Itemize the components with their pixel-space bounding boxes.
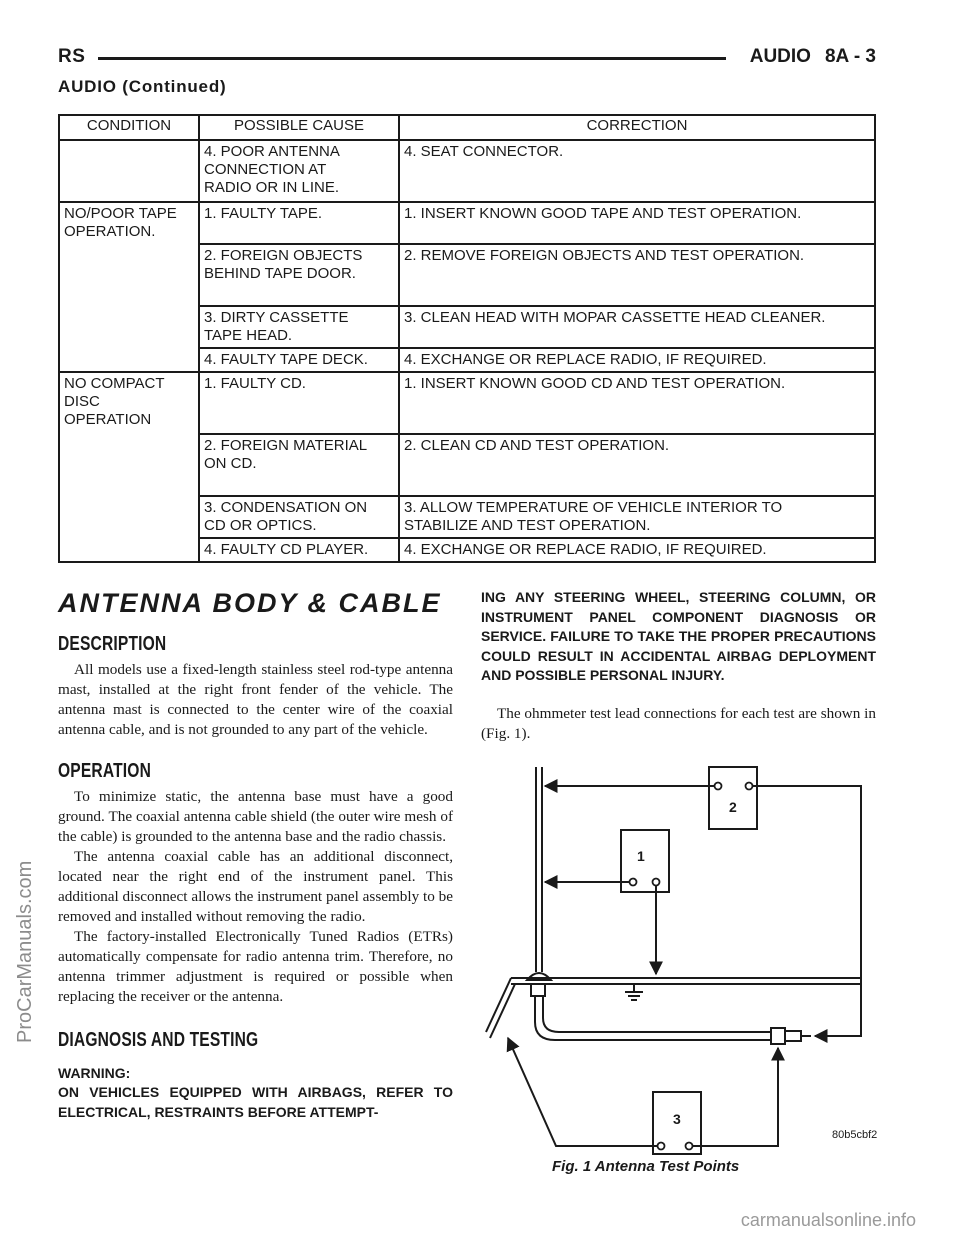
cause-cell: 4. POOR ANTENNA CONNECTION AT RADIO OR IN LINE. [199, 140, 399, 202]
fender-line [490, 984, 515, 1038]
diagnosis-heading: DIAGNOSIS AND TESTING [58, 1029, 259, 1051]
correction-cell: 4. EXCHANGE OR REPLACE RADIO, IF REQUIRED. [399, 538, 875, 562]
cable-connector [785, 1031, 801, 1041]
warning-text-continued: ING ANY STEERING WHEEL, STEERING COLUMN, OR INSTRUMENT PANEL COMPONENT DIAGNOSIS OR SERVICE. FAILURE TO TAKE THE PROPER PRECAUTIONS COULD RESULT IN ACCIDENTAL AIRBAG DEPLOYMENT AND POSSIBLE PERSONAL INJURY. [481, 589, 876, 683]
correction-cell: 1. INSERT KNOWN GOOD TAPE AND TEST OPERATION. [399, 202, 875, 244]
cause-cell: 1. FAULTY CD. [199, 372, 399, 434]
warning-text: ON VEHICLES EQUIPPED WITH AIRBAGS, REFER TO ELECTRICAL, RESTRAINTS BEFORE ATTEMPT- [58, 1084, 453, 1120]
ohmmeter-text: The ohmmeter test lead connections for each test are shown in (Fig. 1). [481, 704, 876, 742]
footer-watermark: carmanualsonline.info [740, 1210, 916, 1230]
cable-connector [771, 1028, 785, 1044]
meter-label-2: 2 [729, 799, 737, 815]
meter-label-3: 3 [673, 1111, 681, 1127]
operation-paragraph: The factory-installed Electronically Tuned Radios (ETRs) automatically compensate for radio antenna trim. Therefore, no antenna trimmer adjustment is required or possible when replacing the receiver or the antenna. [58, 928, 453, 1005]
table-row [59, 140, 875, 202]
cause-cell: 3. CONDENSATION ON CD OR OPTICS. [199, 496, 399, 538]
page-number: 8A - 3 [824, 46, 876, 67]
antenna-test-diagram [481, 762, 891, 1202]
cause-cell: 4. FAULTY CD PLAYER. [199, 538, 399, 562]
section-title: ANTENNA BODY & CABLE [58, 588, 442, 618]
condition-cell: NO COMPACT DISC OPERATION [59, 372, 199, 562]
header-rule [98, 57, 726, 60]
table-row [59, 372, 875, 434]
warning-label: WARNING: [58, 1065, 131, 1081]
header-condition: CONDITION [59, 115, 199, 140]
ohmmeter-2 [709, 767, 757, 829]
table-header-row [59, 115, 875, 140]
header-section-name: AUDIO [749, 46, 811, 67]
terminal [653, 879, 660, 886]
operation-paragraph: To minimize static, the antenna base must have a good ground. The coaxial antenna cable shield (the outer wire mesh of the cable) is grounded to the antenna base and the radio chassis. [58, 788, 453, 845]
correction-cell: 2. REMOVE FOREIGN OBJECTS AND TEST OPERATION. [399, 244, 875, 306]
coaxial-cable [535, 996, 771, 1040]
left-column [58, 588, 453, 1122]
cause-cell: 2. FOREIGN OBJECTS BEHIND TAPE DOOR. [199, 244, 399, 306]
test-lead [508, 1038, 661, 1146]
condition-cell [59, 140, 199, 202]
terminal [658, 1143, 665, 1150]
antenna-base-nut [531, 984, 545, 996]
description-heading: DESCRIPTION [58, 633, 167, 655]
test-lead [749, 786, 861, 1036]
condition-cell: NO/POOR TAPE OPERATION. [59, 202, 199, 372]
correction-cell: 3. ALLOW TEMPERATURE OF VEHICLE INTERIOR TO STABILIZE AND TEST OPERATION. [399, 496, 875, 538]
watermark-text: ProCarManuals.com [14, 860, 36, 1043]
header-possible-cause: POSSIBLE CAUSE [199, 115, 399, 140]
cause-cell: 1. FAULTY TAPE. [199, 202, 399, 244]
correction-cell: 4. SEAT CONNECTOR. [399, 140, 875, 202]
terminal [630, 879, 637, 886]
header-correction: CORRECTION [399, 115, 875, 140]
test-lead [689, 1048, 778, 1146]
operation-paragraph: The antenna coaxial cable has an additional disconnect, located near the right end of the instrument panel. This additional disconnect allows the instrument panel assembly to be removed and installed without removing the radio. [58, 848, 453, 925]
correction-cell: 4. EXCHANGE OR REPLACE RADIO, IF REQUIRED. [399, 348, 875, 372]
figure-id: 80b5cbf2 [832, 1129, 878, 1141]
terminal [746, 783, 753, 790]
page-header [58, 46, 876, 76]
header-section-code: RS [58, 46, 86, 67]
fender-line [486, 978, 511, 1032]
cause-cell: 3. DIRTY CASSETTE TAPE HEAD. [199, 306, 399, 348]
terminal [715, 783, 722, 790]
correction-cell: 3. CLEAN HEAD WITH MOPAR CASSETTE HEAD CLEANER. [399, 306, 875, 348]
right-column [481, 588, 876, 744]
correction-cell: 2. CLEAN CD AND TEST OPERATION. [399, 434, 875, 496]
description-text: All models use a fixed-length stainless steel rod-type antenna mast, installed at the right front fender of the vehicle. The antenna mast is connected to the center wire of the coaxial antenna cable, and is not grounded to any part of the vehicle. [58, 661, 453, 738]
correction-cell: 1. INSERT KNOWN GOOD CD AND TEST OPERATION. [399, 372, 875, 434]
figure-caption: Fig. 1 Antenna Test Points [552, 1158, 740, 1175]
coaxial-cable [543, 996, 771, 1032]
terminal [686, 1143, 693, 1150]
operation-heading: OPERATION [58, 760, 151, 782]
table-row [59, 202, 875, 244]
continued-heading: AUDIO (Continued) [58, 77, 227, 96]
meter-label-1: 1 [637, 848, 645, 864]
header-right [750, 46, 876, 68]
diagnosis-table [58, 114, 876, 563]
cause-cell: 2. FOREIGN MATERIAL ON CD. [199, 434, 399, 496]
cause-cell: 4. FAULTY TAPE DECK. [199, 348, 399, 372]
